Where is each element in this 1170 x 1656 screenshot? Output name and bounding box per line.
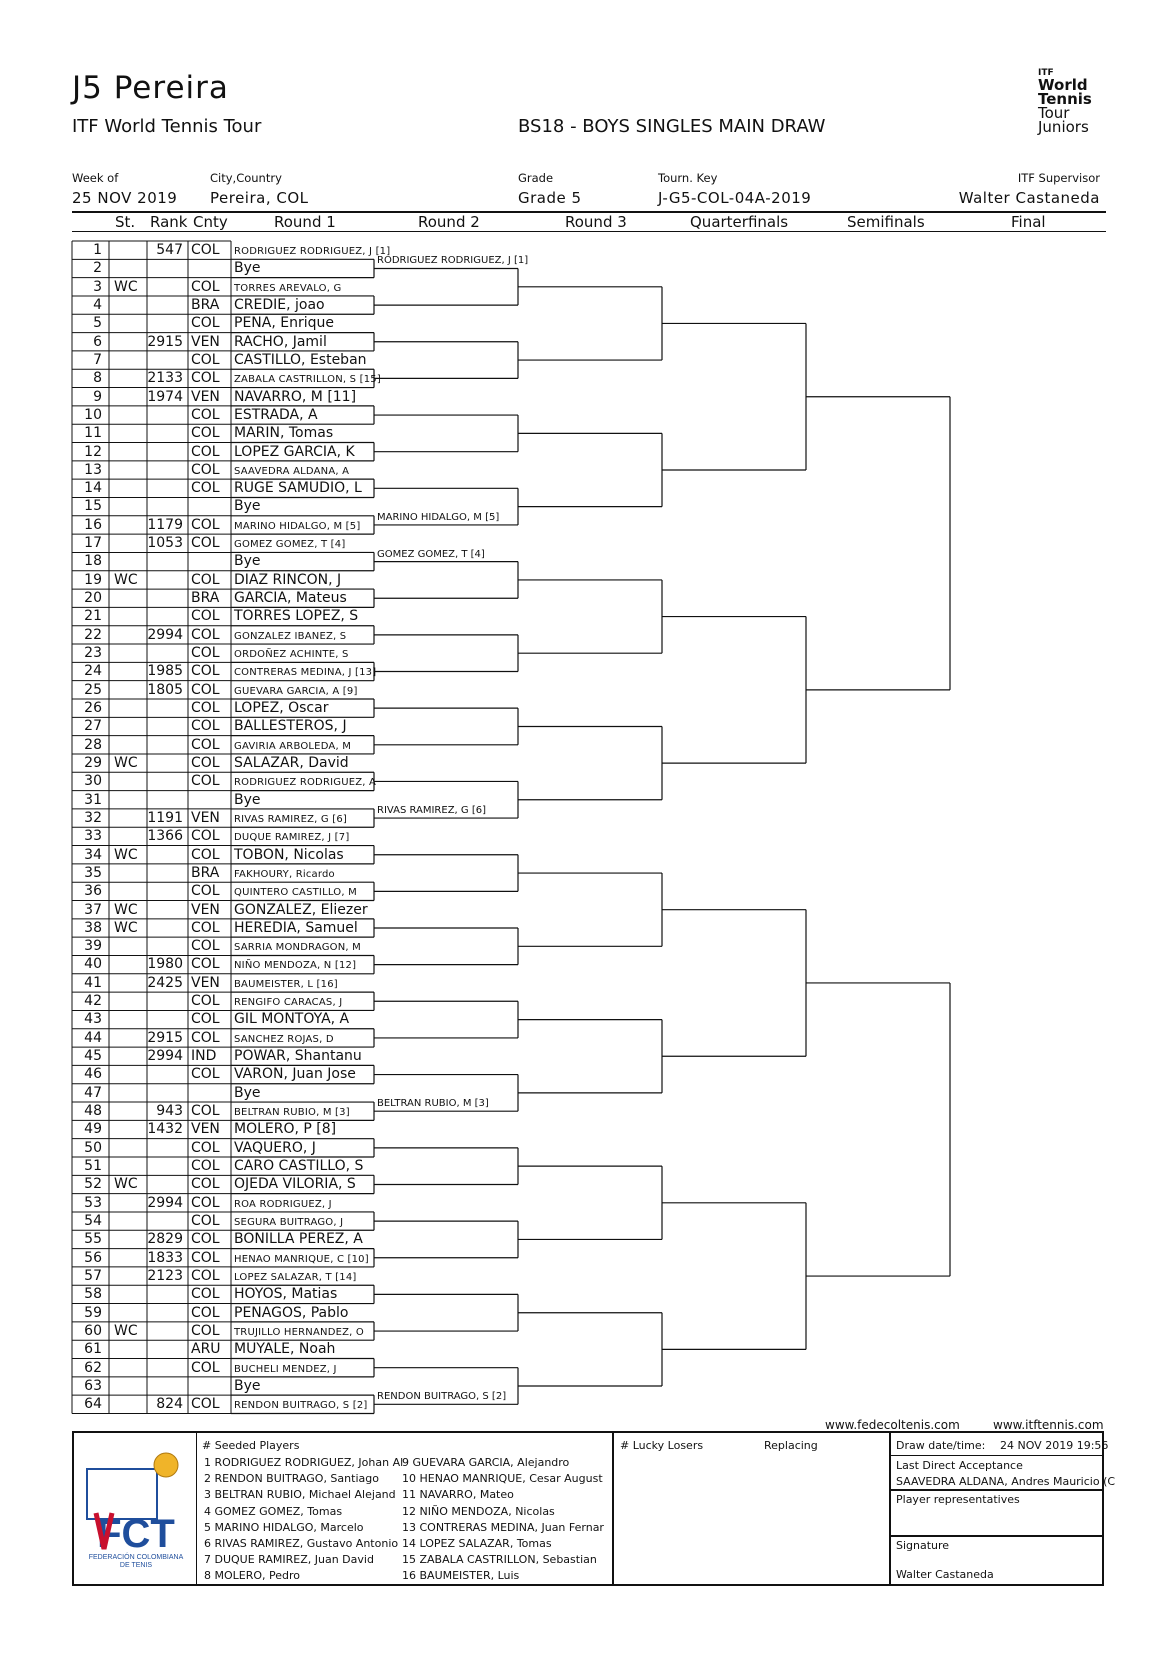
player-name: ORDOÑEZ ACHINTE, S bbox=[234, 649, 349, 661]
player-country: COL bbox=[191, 1011, 220, 1028]
draw-position: 21 bbox=[84, 608, 102, 625]
player-country: COL bbox=[191, 828, 220, 845]
draw-position: 40 bbox=[84, 956, 102, 973]
fed-link[interactable]: www.fedecoltenis.com bbox=[825, 1418, 960, 1432]
draw-position: 56 bbox=[84, 1249, 102, 1266]
player-name: PENAGOS, Pablo bbox=[234, 1304, 349, 1321]
seeded-players-header: # Seeded Players bbox=[202, 1439, 300, 1452]
col-semifinals: Semifinals bbox=[847, 213, 925, 231]
footer-rule-3 bbox=[889, 1535, 1104, 1537]
draw-position: 18 bbox=[84, 553, 102, 570]
draw-position: 35 bbox=[84, 864, 102, 881]
player-rank: 1366 bbox=[147, 828, 183, 845]
seeded-player: 4 GOMEZ GOMEZ, Tomas bbox=[204, 1504, 343, 1518]
logo-tour: Tour bbox=[1038, 104, 1070, 122]
player-name: HOYOS, Matias bbox=[234, 1286, 338, 1303]
player-country: COL bbox=[191, 883, 220, 900]
player-name: HEREDIA, Samuel bbox=[234, 919, 358, 936]
player-name: NAVARRO, M [11] bbox=[234, 388, 357, 405]
draw-position: 14 bbox=[84, 480, 102, 497]
seeded-player: 15 ZABALA CASTRILLON, Sebastian bbox=[402, 1553, 597, 1567]
draw-position: 8 bbox=[93, 370, 102, 387]
player-country: COL bbox=[191, 1139, 220, 1156]
player-name: RODRIGUEZ RODRIGUEZ, A bbox=[234, 777, 377, 789]
status-entry: WC bbox=[114, 1322, 138, 1339]
round2-advance-label: GOMEZ GOMEZ, T [4] bbox=[377, 548, 485, 560]
fct-logo-caption-2: DE TENIS bbox=[119, 1562, 153, 1569]
draw-position: 44 bbox=[84, 1029, 102, 1046]
col-round3: Round 3 bbox=[565, 213, 627, 231]
col-round1: Round 1 bbox=[274, 213, 336, 231]
player-country: COL bbox=[191, 736, 220, 753]
grade-label: Grade bbox=[518, 171, 554, 185]
player-country: VEN bbox=[191, 809, 220, 826]
draw-position: 36 bbox=[84, 883, 102, 900]
draw-position: 41 bbox=[84, 974, 102, 991]
replacing-header: Replacing bbox=[764, 1439, 818, 1452]
player-rank: 1053 bbox=[147, 535, 183, 552]
player-country: COL bbox=[191, 1249, 220, 1266]
player-name: TORRES LOPEZ, S bbox=[234, 608, 359, 625]
logo-tennis: Tennis bbox=[1038, 90, 1092, 108]
status-entry: WC bbox=[114, 571, 138, 588]
player-country: VEN bbox=[191, 333, 220, 350]
player-country: COL bbox=[191, 645, 220, 662]
week-label: Week of bbox=[72, 171, 119, 185]
draw-position: 61 bbox=[84, 1341, 102, 1358]
draw-position: 11 bbox=[84, 425, 102, 442]
logo-itf: ITF bbox=[1038, 68, 1054, 78]
player-country: COL bbox=[191, 1176, 220, 1193]
seeded-player: 8 MOLERO, Pedro bbox=[204, 1569, 301, 1583]
draw-position: 5 bbox=[93, 315, 102, 332]
player-country: IND bbox=[191, 1048, 217, 1065]
draw-position: 12 bbox=[84, 443, 102, 460]
col-st: St. bbox=[115, 213, 136, 231]
player-country: BRA bbox=[191, 864, 220, 881]
page-title: J5 Pereira bbox=[72, 70, 229, 106]
player-name: GONZALEZ IBANEZ, S bbox=[234, 630, 347, 642]
player-country: COL bbox=[191, 315, 220, 332]
player-country: COL bbox=[191, 754, 220, 771]
week-value: 25 NOV 2019 bbox=[72, 189, 178, 207]
round2-advance-label: RENDON BUITRAGO, S [2] bbox=[377, 1391, 507, 1403]
draw-position: 13 bbox=[84, 461, 102, 478]
event-name: BS18 - BOYS SINGLES MAIN DRAW bbox=[518, 116, 826, 137]
col-cnty: Cnty bbox=[193, 213, 228, 231]
player-country: COL bbox=[191, 1286, 220, 1303]
player-name: RENDON BUITRAGO, S [2] bbox=[234, 1400, 368, 1412]
player-name: SALAZAR, David bbox=[234, 754, 349, 771]
fct-logo-caption-1: FEDERACIÓN COLOMBIANA bbox=[88, 1554, 184, 1561]
seeded-player: 12 NIÑO MENDOZA, Nicolas bbox=[402, 1504, 555, 1518]
draw-position: 2 bbox=[93, 260, 102, 277]
city-value: Pereira, COL bbox=[210, 189, 309, 207]
supervisor-value: Walter Castaneda bbox=[958, 189, 1100, 207]
draw-position: 39 bbox=[84, 938, 102, 955]
fct-logo bbox=[82, 1451, 190, 1573]
player-rank: 2915 bbox=[147, 333, 183, 350]
player-country: COL bbox=[191, 773, 220, 790]
draw-position: 6 bbox=[93, 333, 102, 350]
player-name: TOBON, Nicolas bbox=[234, 846, 344, 863]
fct-logo-text: FCT bbox=[97, 1512, 175, 1556]
player-name: RODRIGUEZ RODRIGUEZ, J [1] bbox=[234, 246, 391, 257]
logo-world: World bbox=[1038, 76, 1088, 94]
draw-position: 1 bbox=[93, 242, 102, 258]
draw-position: 54 bbox=[84, 1212, 102, 1229]
player-rank: 1432 bbox=[147, 1121, 183, 1138]
draw-position: 31 bbox=[84, 791, 102, 808]
player-name: Bye bbox=[234, 260, 261, 277]
player-country: COL bbox=[191, 406, 220, 423]
footer-divider-2 bbox=[612, 1433, 614, 1584]
seeded-player: 9 GUEVARA GARCIA, Alejandro bbox=[402, 1456, 570, 1469]
draw-position: 38 bbox=[84, 919, 102, 936]
player-name: SAAVEDRA ALDANA, A bbox=[234, 465, 350, 477]
seeded-player: 11 NAVARRO, Mateo bbox=[402, 1488, 514, 1502]
logo-juniors: Juniors bbox=[1038, 118, 1089, 136]
player-rank: 1974 bbox=[147, 388, 183, 405]
player-rank: 2994 bbox=[147, 1194, 183, 1211]
player-rank: 2425 bbox=[147, 974, 183, 991]
player-name: ESTRADA, A bbox=[234, 406, 318, 423]
player-country: COL bbox=[191, 1304, 220, 1321]
player-country: COL bbox=[191, 681, 220, 698]
player-country: COL bbox=[191, 571, 220, 588]
player-rank: 2915 bbox=[147, 1029, 183, 1046]
player-name: RENGIFO CARACAS, J bbox=[234, 997, 343, 1009]
draw-position: 16 bbox=[84, 516, 102, 533]
draw-position: 58 bbox=[84, 1286, 102, 1303]
draw-position: 45 bbox=[84, 1048, 102, 1065]
player-name: RIVAS RAMIREZ, G [6] bbox=[234, 813, 347, 825]
player-country: BRA bbox=[191, 590, 220, 607]
seeded-player: 14 LOPEZ SALAZAR, Tomas bbox=[402, 1537, 552, 1550]
player-country: COL bbox=[191, 351, 220, 368]
player-country: COL bbox=[191, 1212, 220, 1229]
player-country: COL bbox=[191, 1267, 220, 1284]
player-name: SARRIA MONDRAGON, M bbox=[234, 942, 362, 954]
player-name: DUQUE RAMIREZ, J [7] bbox=[234, 832, 350, 844]
player-name: CREDIE, joao bbox=[234, 296, 325, 313]
footer-divider-1 bbox=[196, 1433, 197, 1584]
player-name: MARINO HIDALGO, M [5] bbox=[234, 520, 361, 532]
player-country: BRA bbox=[191, 296, 220, 313]
lda-value: SAAVEDRA ALDANA, Andres Mauricio (C bbox=[896, 1475, 1116, 1488]
player-name: BONILLA PEREZ, A bbox=[234, 1231, 363, 1248]
tennis-ball-icon bbox=[154, 1453, 178, 1477]
player-name: LOPEZ GARCIA, K bbox=[234, 443, 355, 460]
col-rank: Rank bbox=[150, 213, 188, 231]
draw-date-value: 24 NOV 2019 19:56 bbox=[1000, 1439, 1109, 1452]
draw-position: 34 bbox=[84, 846, 102, 863]
player-name: HENAO MANRIQUE, C [10] bbox=[234, 1253, 369, 1265]
status-entry: WC bbox=[114, 919, 138, 936]
draw-position: 49 bbox=[84, 1121, 102, 1138]
draw-position: 55 bbox=[84, 1231, 102, 1248]
player-name: GONZALEZ, Eliezer bbox=[234, 901, 368, 918]
draw-position: 4 bbox=[93, 296, 102, 313]
player-rank: 547 bbox=[156, 242, 183, 258]
player-country: COL bbox=[191, 370, 220, 387]
draw-date-label: Draw date/time: bbox=[896, 1439, 986, 1452]
player-rank: 2994 bbox=[147, 626, 183, 643]
draw-position: 23 bbox=[84, 645, 102, 662]
draw-position: 30 bbox=[84, 773, 102, 790]
draw-position: 60 bbox=[84, 1322, 102, 1339]
player-name: CONTRERAS MEDINA, J [13] bbox=[234, 667, 377, 679]
player-rank: 824 bbox=[156, 1396, 183, 1413]
player-country: VEN bbox=[191, 388, 220, 405]
tour-name: ITF World Tennis Tour bbox=[72, 116, 262, 137]
round2-advance-label: BELTRAN RUBIO, M [3] bbox=[377, 1098, 489, 1110]
seeded-player: 10 HENAO MANRIQUE, Cesar August bbox=[402, 1472, 603, 1486]
player-name: MUYALE, Noah bbox=[234, 1341, 336, 1358]
player-name: LOPEZ SALAZAR, T [14] bbox=[234, 1271, 357, 1283]
draw-position: 63 bbox=[84, 1377, 102, 1394]
draw-position: 50 bbox=[84, 1139, 102, 1156]
footer-rule-2 bbox=[889, 1489, 1104, 1491]
draw-position: 43 bbox=[84, 1011, 102, 1028]
col-quarterfinals: Quarterfinals bbox=[690, 213, 789, 231]
player-name: CARO CASTILLO, S bbox=[234, 1158, 364, 1174]
player-country: COL bbox=[191, 993, 220, 1010]
player-country: COL bbox=[191, 242, 220, 258]
seeded-player: 3 BELTRAN RUBIO, Michael Alejand bbox=[204, 1488, 396, 1502]
player-name: FAKHOURY, Ricardo bbox=[234, 868, 335, 880]
seeded-player: 16 BAUMEISTER, Luis bbox=[402, 1569, 520, 1583]
player-name: RUGE SAMUDIO, L bbox=[234, 480, 362, 497]
player-rank: 2994 bbox=[147, 1048, 183, 1065]
draw-position: 57 bbox=[84, 1267, 102, 1284]
draw-position: 42 bbox=[84, 993, 102, 1010]
seeded-player: 5 MARINO HIDALGO, Marcelo bbox=[204, 1520, 364, 1534]
player-rank: 2133 bbox=[147, 370, 183, 387]
player-name: RACHO, Jamil bbox=[234, 333, 327, 350]
status-entry: WC bbox=[114, 901, 138, 918]
player-country: VEN bbox=[191, 974, 220, 991]
draw-position: 22 bbox=[84, 626, 102, 643]
draw-position: 51 bbox=[84, 1158, 102, 1174]
player-country: COL bbox=[191, 1231, 220, 1248]
player-country: COL bbox=[191, 626, 220, 643]
col-final: Final bbox=[1011, 213, 1046, 231]
player-country: COL bbox=[191, 1066, 220, 1083]
draw-position: 3 bbox=[93, 278, 102, 295]
grade-value: Grade 5 bbox=[518, 189, 582, 207]
status-entry: WC bbox=[114, 754, 138, 771]
player-country: COL bbox=[191, 461, 220, 478]
reps-label: Player representatives bbox=[896, 1493, 1020, 1506]
player-rank: 2829 bbox=[147, 1231, 183, 1248]
draw-position: 53 bbox=[84, 1194, 102, 1211]
draw-position: 48 bbox=[84, 1103, 102, 1120]
player-name: Bye bbox=[234, 1084, 261, 1101]
draw-position: 47 bbox=[84, 1084, 102, 1101]
player-country: COL bbox=[191, 718, 220, 735]
player-rank: 1985 bbox=[147, 663, 183, 680]
status-entry: WC bbox=[114, 1176, 138, 1193]
player-name: MOLERO, P [8] bbox=[234, 1121, 337, 1138]
player-name: GUEVARA GARCIA, A [9] bbox=[234, 685, 358, 697]
player-rank: 1191 bbox=[147, 809, 183, 826]
round2-advance-label: MARINO HIDALGO, M [5] bbox=[377, 511, 500, 523]
seeded-player: 7 DUQUE RAMIREZ, Juan David bbox=[204, 1553, 374, 1567]
draw-position: 33 bbox=[84, 828, 102, 845]
player-name: BUCHELI MENDEZ, J bbox=[234, 1363, 337, 1375]
player-country: COL bbox=[191, 608, 220, 625]
player-country: COL bbox=[191, 535, 220, 552]
draw-position: 28 bbox=[84, 736, 102, 753]
player-country: COL bbox=[191, 1158, 220, 1174]
player-country: COL bbox=[191, 956, 220, 973]
draw-position: 29 bbox=[84, 754, 102, 771]
player-name: LOPEZ, Oscar bbox=[234, 700, 329, 716]
player-country: COL bbox=[191, 919, 220, 936]
player-name: ROA RODRIGUEZ, J bbox=[234, 1198, 332, 1210]
player-country: COL bbox=[191, 1103, 220, 1120]
draw-position: 9 bbox=[93, 388, 102, 405]
seeded-player: 13 CONTRERAS MEDINA, Juan Fernar bbox=[402, 1520, 604, 1534]
player-country: VEN bbox=[191, 1121, 220, 1138]
player-name: SANCHEZ ROJAS, D bbox=[234, 1033, 334, 1045]
player-country: COL bbox=[191, 425, 220, 442]
draw-position: 10 bbox=[84, 406, 102, 423]
draw-position: 24 bbox=[84, 663, 102, 680]
col-round2: Round 2 bbox=[418, 213, 480, 231]
player-name: POWAR, Shantanu bbox=[234, 1048, 362, 1065]
player-name: Bye bbox=[234, 1377, 261, 1394]
player-rank: 1805 bbox=[147, 681, 183, 698]
player-country: COL bbox=[191, 1396, 220, 1413]
player-name: Bye bbox=[234, 553, 261, 570]
player-country: VEN bbox=[191, 901, 220, 918]
footer-rule-1 bbox=[889, 1455, 1104, 1456]
status-entry: WC bbox=[114, 846, 138, 863]
draw-position: 59 bbox=[84, 1304, 102, 1321]
player-name: DIAZ RINCON, J bbox=[234, 571, 342, 588]
player-country: COL bbox=[191, 1322, 220, 1339]
player-rank: 2123 bbox=[147, 1267, 183, 1284]
player-country: COL bbox=[191, 700, 220, 716]
player-name: MARIN, Tomas bbox=[234, 425, 334, 442]
player-country: COL bbox=[191, 480, 220, 497]
draw-position: 26 bbox=[84, 700, 102, 716]
player-name: PENA, Enrique bbox=[234, 315, 334, 332]
player-name: Bye bbox=[234, 498, 261, 515]
player-name: TRUJILLO HERNANDEZ, O bbox=[234, 1326, 364, 1338]
player-rank: 943 bbox=[156, 1103, 183, 1120]
seeded-player: 2 RENDON BUITRAGO, Santiago bbox=[204, 1472, 379, 1486]
player-name: BELTRAN RUBIO, M [3] bbox=[234, 1107, 350, 1119]
player-country: COL bbox=[191, 1029, 220, 1046]
player-name: SEGURA BUITRAGO, J bbox=[234, 1216, 344, 1228]
itf-link[interactable]: www.itftennis.com bbox=[993, 1418, 1104, 1432]
draw-position: 27 bbox=[84, 718, 102, 735]
supervisor-label: ITF Supervisor bbox=[1017, 171, 1100, 185]
city-label: City,Country bbox=[210, 171, 282, 185]
player-name: GOMEZ GOMEZ, T [4] bbox=[234, 539, 346, 551]
lda-label: Last Direct Acceptance bbox=[896, 1459, 1023, 1472]
seeded-player: 1 RODRIGUEZ RODRIGUEZ, Johan Al bbox=[204, 1456, 404, 1469]
seeded-player: 6 RIVAS RAMIREZ, Gustavo Antonio bbox=[204, 1537, 399, 1550]
player-name: OJEDA VILORIA, S bbox=[234, 1176, 356, 1193]
player-country: COL bbox=[191, 516, 220, 533]
draw-position: 46 bbox=[84, 1066, 102, 1083]
player-name: BAUMEISTER, L [16] bbox=[234, 978, 338, 990]
draw-position: 52 bbox=[84, 1176, 102, 1193]
player-name: BALLESTEROS, J bbox=[234, 718, 347, 735]
draw-position: 19 bbox=[84, 571, 102, 588]
footer-panel bbox=[72, 1431, 1116, 1586]
player-rank: 1980 bbox=[147, 956, 183, 973]
player-rank: 1179 bbox=[147, 516, 183, 533]
signature-label: Signature bbox=[896, 1539, 950, 1552]
player-country: COL bbox=[191, 846, 220, 863]
tourn-key-value: J-G5-COL-04A-2019 bbox=[658, 189, 812, 207]
player-name: GARCIA, Mateus bbox=[234, 590, 347, 607]
draw-position: 25 bbox=[84, 681, 102, 698]
player-country: COL bbox=[191, 938, 220, 955]
player-country: COL bbox=[191, 443, 220, 460]
draw-position: 37 bbox=[84, 901, 102, 918]
player-rank: 1833 bbox=[147, 1249, 183, 1266]
player-country: COL bbox=[191, 1359, 220, 1376]
draw-position: 17 bbox=[84, 535, 102, 552]
tourn-key-label: Tourn. Key bbox=[658, 171, 718, 185]
player-country: COL bbox=[191, 663, 220, 680]
round2-advance-label: RIVAS RAMIREZ, G [6] bbox=[377, 805, 486, 817]
draw-position: 62 bbox=[84, 1359, 102, 1376]
player-name: VARON, Juan Jose bbox=[234, 1066, 356, 1083]
draw-position: 7 bbox=[93, 351, 102, 368]
player-name: GAVIRIA ARBOLEDA, M bbox=[234, 740, 352, 752]
player-name: TORRES AREVALO, G bbox=[234, 282, 342, 294]
draw-position: 15 bbox=[84, 498, 102, 515]
signature-value: Walter Castaneda bbox=[896, 1568, 994, 1581]
player-name: GIL MONTOYA, A bbox=[234, 1011, 350, 1028]
status-entry: WC bbox=[114, 278, 138, 295]
player-name: VAQUERO, J bbox=[234, 1139, 316, 1156]
player-country: COL bbox=[191, 278, 220, 295]
player-name: NIÑO MENDOZA, N [12] bbox=[234, 960, 357, 972]
round2-advance-label: RODRIGUEZ RODRIGUEZ, J [1] bbox=[377, 255, 529, 267]
player-name: CASTILLO, Esteban bbox=[234, 351, 367, 368]
player-country: ARU bbox=[191, 1341, 221, 1358]
player-name: ZABALA CASTRILLON, S [15] bbox=[234, 374, 381, 386]
lucky-losers-header: # Lucky Losers bbox=[620, 1439, 704, 1452]
draw-position: 64 bbox=[84, 1396, 102, 1413]
draw-position: 32 bbox=[84, 809, 102, 826]
player-name: Bye bbox=[234, 791, 261, 808]
draw-position: 20 bbox=[84, 590, 102, 607]
player-name: QUINTERO CASTILLO, M bbox=[234, 887, 357, 899]
player-country: COL bbox=[191, 1194, 220, 1211]
